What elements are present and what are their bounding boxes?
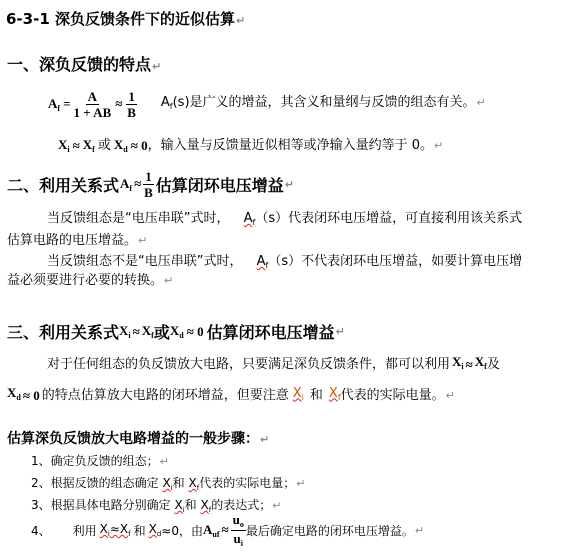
- formula-denominator2: B: [127, 104, 136, 120]
- section2-heading-suffix: 估算闭环电压增益: [155, 175, 284, 195]
- section1-description: $A_f(s)$是广义的增益，其含义和量纲与反馈的组态有关。↵: [160, 94, 486, 111]
- section1-heading: [7, 52, 161, 75]
- section3-p2: $X_d$ ≈ 0 的特点估算放大电路的闭环增益，但要注意 $X_i$ 和 $X_f$ 代表的实际电量。 ↵: [7, 385, 455, 403]
- section2-approx: ≈: [134, 176, 142, 191]
- step-1: 1、确定负反馈的组态；↵: [31, 454, 169, 468]
- formula-eq: =: [63, 96, 71, 111]
- return-mark: ↵: [236, 14, 246, 27]
- formula-numerator2: 1: [128, 88, 135, 104]
- return-mark: ↵: [284, 177, 294, 191]
- section2-heading: [7, 170, 294, 198]
- page-title: [6, 8, 245, 29]
- section3-heading-suffix: 估算闭环电压增益: [206, 323, 335, 342]
- formula-denominator: 1 + AB: [73, 104, 112, 120]
- section1-line2: [58, 137, 443, 154]
- section1-heading-text: 一、深负反馈的特点: [7, 55, 152, 74]
- step-3: 3、根据具体电路分别确定 $X_i$和 $X_f$的表达式；↵: [31, 498, 282, 514]
- section2-p1-af: $A_f$: [243, 211, 256, 227]
- section3-xf: $X_f$: [141, 323, 154, 340]
- section2-p2-line1: 当反馈组态不是“电压串联”式时， $A_f(s)$不代表闭环电压增益，如要计算电压增: [47, 254, 523, 270]
- formula-af: $A_f$: [48, 95, 61, 113]
- section3-heading-prefix: 三、利用关系式: [7, 323, 120, 342]
- return-mark: ↵: [152, 60, 162, 73]
- formula-fraction2: [126, 90, 137, 119]
- section3-heading: 三、利用关系式 $X_i$ ≈ $X_f$ 或 $X_d$ ≈ 0 估算闭环电压增益 ↵: [7, 320, 345, 343]
- line2-approx: ≈: [72, 137, 80, 153]
- section3-xi: $X_i$: [119, 323, 131, 340]
- formula-approx: ≈: [115, 96, 123, 111]
- steps-heading: 估算深负反馈放大电路增益的一般步骤：↵: [7, 431, 270, 447]
- title-text: 6-3-1 深负反馈条件下的近似估算: [6, 10, 235, 28]
- step-2: 2、根据反馈的组态确定 $X_i$和 $X_f$代表的实际电量；↵: [31, 476, 306, 492]
- line2-xf: $X_f$: [82, 137, 95, 154]
- line2-or: 或: [97, 138, 111, 153]
- section2-p1-line1: 当反馈组态是“电压串联”式时， $A_f(s)$代表闭环电压增益，可直接利用该关系式: [47, 211, 523, 227]
- line2-xd: $X_d$: [113, 137, 128, 154]
- line2-text: ，输入量与反馈量近似相等或净输入量约等于 0。: [147, 138, 433, 153]
- section3-p1: 对于任何组态的负反馈放大电路，只要满足深负反馈条件，都可以利用 $X_i$ ≈ $X_f$ 及: [47, 354, 500, 372]
- section2-fraction: $\frac{1}{B}$: [144, 168, 153, 200]
- section2-af: $A_f$: [120, 175, 133, 193]
- section2-p2-line2: 益必须要进行必要的转换。↵: [7, 273, 174, 288]
- section3-or: 或: [153, 323, 170, 342]
- section2-p1-line2: 估算电路的电压增益。↵: [7, 233, 148, 248]
- formula-numerator: A: [87, 88, 98, 104]
- return-mark: ↵: [433, 139, 444, 152]
- line2-xi: $X_i$: [58, 137, 70, 154]
- section3-xi-highlight: $X_i$: [292, 385, 304, 402]
- section2-heading-prefix: 二、利用关系式: [7, 175, 120, 195]
- section2-p2-af: $A_f$: [256, 254, 269, 270]
- step4-fraction: $\frac{u_o}{u_i}$: [232, 511, 244, 548]
- section1-formula-line: [48, 86, 486, 122]
- formula-fraction: [73, 90, 111, 119]
- step-4: 4、 利用 $X_i\approx X_f$ 和 $X_d$ ≈0，由 $A_{uf}$ ≈ $\frac{u_o}{u_i}$ 最后确定电路的闭环电压增益。 ↵: [31, 511, 425, 548]
- line2-zero: ≈ 0: [130, 137, 148, 153]
- section3-xd: $X_d$: [169, 323, 184, 340]
- section3-xf-highlight: $X_f$: [328, 385, 341, 402]
